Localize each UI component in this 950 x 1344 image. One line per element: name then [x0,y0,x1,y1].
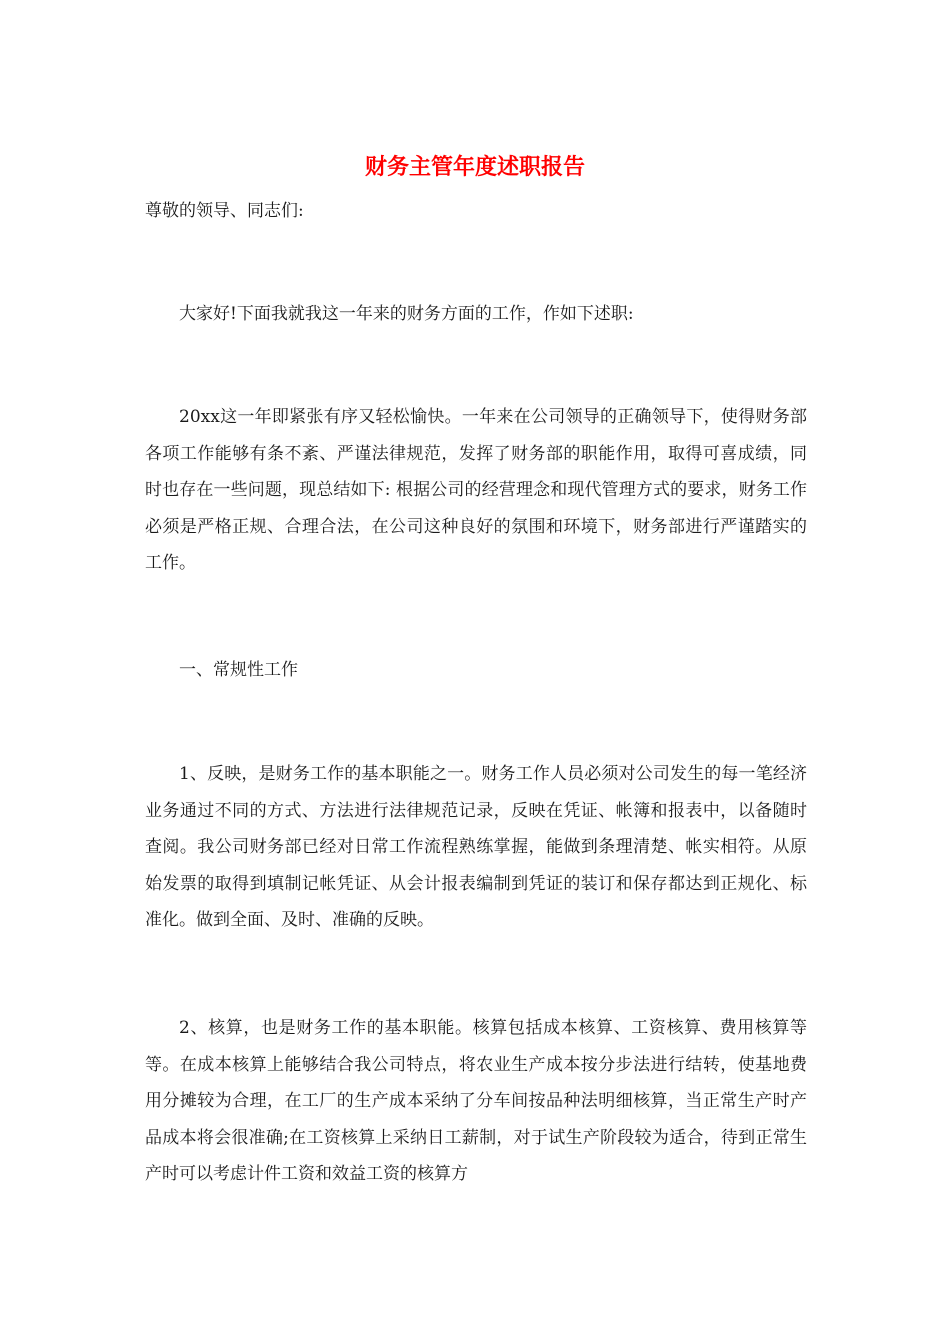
paragraph-intro: 20xx这一年即紧张有序又轻松愉快。一年来在公司领导的正确领导下，使得财务部各项工作能够有条不紊、严谨法律规范，发挥了财务部的职能作用，取得可喜成绩，同时也存在一些问题，现总结如下: 根据公司的经营理念和现代管理方式的要求，财务工作必须是严格正规、合理合法，在公司这种良好的氛围和环境下，财务部进行严谨踏实的工作。 [145,407,807,573]
paragraph-item-reflection: 1、反映，是财务工作的基本职能之一。财务工作人员必须对公司发生的每一笔经济业务通过不同的方式、方法进行法律规范记录，反映在凭证、帐簿和报表中，以备随时查阅。我公司财务部已经对日常工作流程熟练掌握，能做到条理清楚、帐实相符。从原始发票的取得到填制记帐凭证、从会计报表编制到凭证的装订和保存都达到正规化、标准化。做到全面、及时、准确的反映。 [145,764,807,930]
salutation: 尊敬的领导、同志们: [145,201,304,221]
paragraph-greeting: 大家好!下面我就我这一年来的财务方面的工作，作如下述职: [179,304,634,324]
document-title: 财务主管年度述职报告 [364,154,585,180]
section-heading-routine-work: 一、常规性工作 [179,660,298,680]
paragraph-item-accounting: 2、核算，也是财务工作的基本职能。核算包括成本核算、工资核算、费用核算等等。在成本核算上能够结合我公司特点，将农业生产成本按分步法进行结转，使基地费用分摊较为合理，在工厂的生产成本采纳了分车间按品种法明细核算，当正常生产时产品成本将会很准确;在工资核算上采纳日工薪制，对于试生产阶段较为适合，待到正常生产时可以考虑计件工资和效益工资的核算方 [145,1018,807,1184]
